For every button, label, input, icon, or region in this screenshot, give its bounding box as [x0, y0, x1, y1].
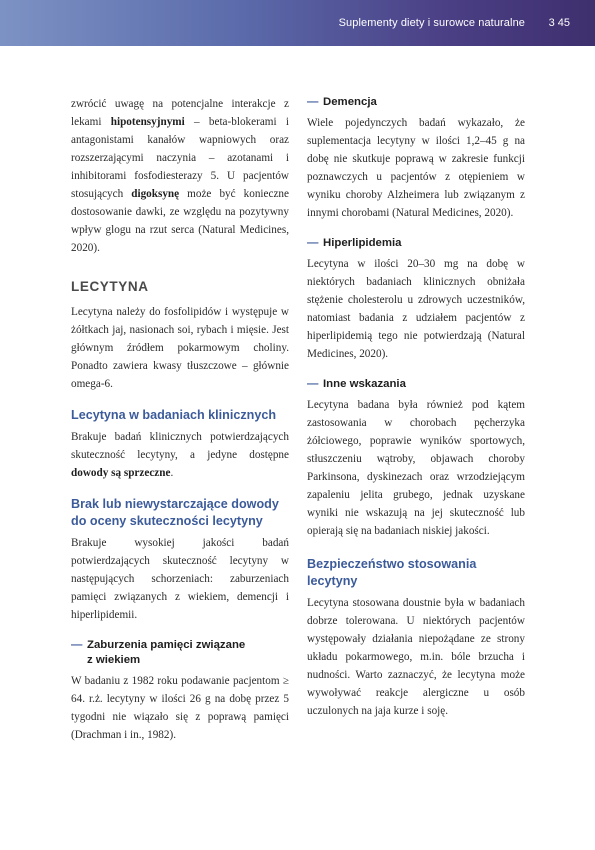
- heading-memory-disorders: — Zaburzenia pamięci związane z wiekiem: [71, 639, 246, 666]
- section-title-lecytyna: LECYTYNA: [71, 279, 149, 294]
- memory-paragraph: W badaniu z 1982 roku podawanie pacjentom ≥ 64. r.ż. lecytyny w ilości 26 g na dobę przez 5 tygodni nie wiązało się z poprawą pamięci (Drachman i in., 1982).: [71, 675, 289, 741]
- heading-dementia: — Demencja: [307, 96, 377, 108]
- right-column: [307, 95, 525, 720]
- running-header-title: Suplementy diety i surowce naturalne: [338, 17, 525, 29]
- dash-marker: —: [307, 237, 319, 249]
- hyperlipidemia-paragraph: Lecytyna w ilości 20–30 mg na dobę w niektórych badaniach klinicznych obniżała stężenie cholesterolu u zdrowych uczestników, natomiast badania z udziałem pacjentów z hiperlipidemią tego nie potwierdzają (Natural Medicines, 2020).: [307, 258, 525, 360]
- insufficient-evidence-paragraph: Brakuje wysokiej jakości badań potwierdzających skuteczność lecytyny w następujących schorzeniach: zaburzeniach pamięci związanych z wiekiem, demencji i hiperlipidemii.: [71, 537, 289, 621]
- dementia-paragraph: Wiele pojedynczych badań wykazało, że suplementacja lecytyny w ilości 1,2–45 g na dobę nie skutkuje poprawą w zakresie funkcji poznawczych u pacjentów z otępieniem w wyniku choroby Alzheimera lub związanym z innymi chorobami (Natural Medicines, 2020).: [307, 117, 525, 219]
- left-column: [71, 95, 289, 744]
- heading-other-indications: — Inne wskazania: [307, 378, 406, 390]
- other-indications-paragraph: Lecytyna badana była również pod kątem zastosowania w chorobach pęcherzyka żółciowego, poprawie wyników sportowych, stłuszczeniu wątroby, objawach choroby Parkinsona, dyskinezach oraz wrzodziejącym zapaleniu jelita grubego, jednak uzyskane wyniki nie wskazują na jej skuteczność lub opierają się na badaniach niskiej jakości.: [307, 399, 525, 537]
- safety-paragraph: Lecytyna stosowana doustnie była w badaniach dobrze tolerowana. U niektórych pacjentów występowały działania niepożądane ze strony układu pokarmowego, m.in. bóle brzucha i nudności. Warto zaznaczyć, że lecytyna może wywoływać reakcje alergiczne u osób uczulonych na jaja kurze i soję.: [307, 597, 525, 717]
- intro-paragraph: zwrócić uwagę na potencjalne interakcje z lekami hipotensyjnymi – beta-blokerami i antagonistami kanałów wapniowych oraz rozszerzającymi naczynia – azotanami i inhibitorami fosfodiesterazy 5. U pacjentów stosujących digoksynę może być konieczne dostosowanie dawki, ze względu na pozytywny wpływ glogu na rzut serca (Natural Medicines, 2020).: [71, 98, 289, 254]
- page-number: 3 45: [548, 17, 570, 29]
- page-header: [0, 0, 595, 46]
- lecytyna-description: Lecytyna należy do fosfolipidów i występuje w żółtkach jaj, nasionach soi, rybach i mięsie. Jest głównym źródłem pokarmowym choliny. Ponadto zawiera kwasy tłuszczowe – głównie omega-6.: [71, 306, 289, 390]
- heading-insufficient-evidence: Brak lub niewystarczające dowody do oceny skuteczności lecytyny: [71, 497, 279, 528]
- clinical-paragraph: Brakuje badań klinicznych potwierdzających skuteczność lecytyny, a jedyne dostępne dowody są sprzeczne.: [71, 431, 289, 479]
- heading-clinical-studies: Lecytyna w badaniach klinicznych: [71, 408, 277, 422]
- dash-marker: —: [307, 378, 319, 390]
- heading-safety: Bezpieczeństwo stosowania lecytyny: [307, 557, 477, 588]
- dash-marker: —: [71, 639, 83, 651]
- heading-hyperlipidemia: — Hiperlipidemia: [307, 237, 402, 249]
- dash-marker: —: [307, 96, 319, 108]
